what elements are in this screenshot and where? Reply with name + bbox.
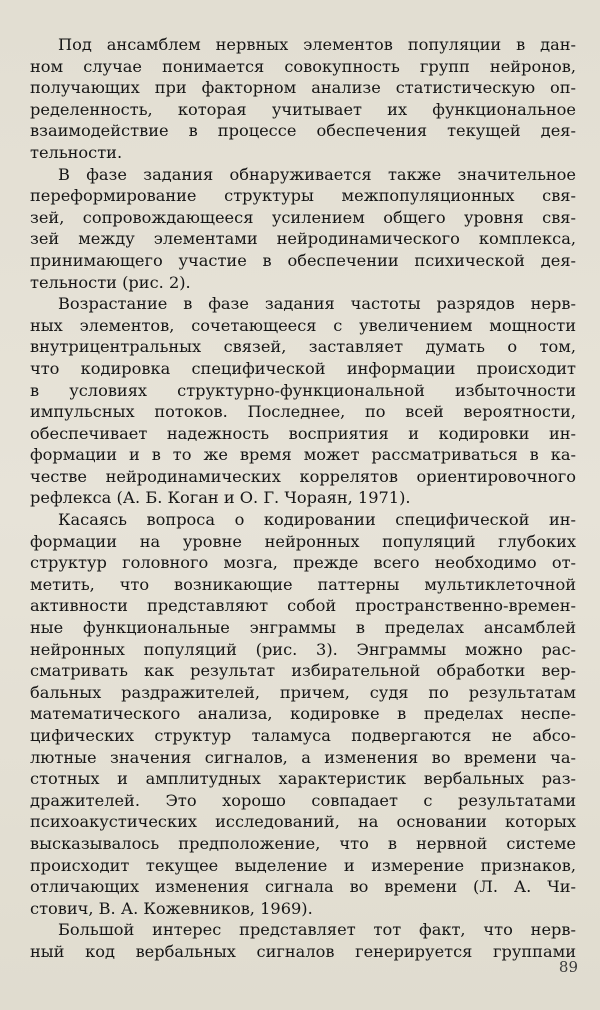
text-line: импульсных потоков. Последнее, по всей вероятности, <box>30 402 576 422</box>
text-line: переформирование структуры межпопуляционных свя- <box>30 186 576 206</box>
text-line: ные функциональные энграммы в пределах ансамблей <box>30 618 576 638</box>
text-line: рефлекса (А. Б. Коган и О. Г. Чораян, 1971). <box>30 488 411 508</box>
text-line: лютные значения сигналов, а изменения во времени ча- <box>30 747 576 767</box>
body-text <box>30 34 576 963</box>
text-line: Касаясь вопроса о кодировании специфической ин- <box>58 510 576 530</box>
text-line: тельности (рис. 2). <box>30 272 191 292</box>
text-line: тельности. <box>30 142 123 162</box>
text-line: зей между элементами нейродинамического комплекса, <box>30 229 576 249</box>
text-line: взаимодействие в процессе обеспечения текущей дея- <box>30 121 576 141</box>
text-line: зей, сопровождающееся усилением общего уровня свя- <box>30 207 576 227</box>
text-line: Под ансамблем нервных элементов популяции в дан- <box>58 35 576 54</box>
text-line: сматривать как результат избирательной обработки вер- <box>30 661 576 681</box>
text-line: активности представляют собой пространственно-времен- <box>30 596 576 616</box>
text-line: нейронных популяций (рис. 3). Энграммы можно рас- <box>30 639 576 659</box>
text-line: метить, что возникающие паттерны мультиклеточной <box>30 574 576 594</box>
text-line: получающих при факторном анализе статистическую оп- <box>30 78 576 98</box>
text-line: что кодировка специфической информации происходит <box>30 358 576 378</box>
text-line: ных элементов, сочетающееся с увеличением мощности <box>30 315 576 335</box>
text-line: высказывалось предположение, что в нервной системе <box>30 833 576 853</box>
text-line: стотных и амплитудных характеристик вербальных раз- <box>30 769 576 789</box>
text-line: формации и в то же время может рассматриваться в ка- <box>30 445 576 465</box>
text-line: В фазе задания обнаруживается также значительное <box>58 164 576 184</box>
text-line: внутрицентральных связей, заставляет думать о том, <box>30 337 576 357</box>
page-number: 89 <box>558 958 578 976</box>
text-line: психоакустических исследований, на основании которых <box>30 812 576 832</box>
text-line: цифических структур таламуса подвергаются не абсо- <box>30 726 576 745</box>
text-line: формации на уровне нейронных популяций глубоких <box>30 531 576 551</box>
text-line: математического анализа, кодировке в пределах неспе- <box>30 704 576 724</box>
text-line: Возрастание в фазе задания частоты разрядов нерв- <box>58 294 576 314</box>
text-line: бальных раздражителей, причем, судя по результатам <box>30 682 576 702</box>
text-line: в условиях структурно-функциональной избыточности <box>30 380 576 400</box>
paragraph <box>30 293 576 509</box>
paragraph <box>30 509 576 919</box>
text-line: ном случае понимается совокупность групп нейронов, <box>30 56 576 76</box>
text-line: Большой интерес представляет тот факт, что нерв- <box>58 920 576 940</box>
text-line: дражителей. Это хорошо совпадает с результатами <box>30 790 576 810</box>
paragraph <box>30 919 576 962</box>
text-line: структур головного мозга, прежде всего необходимо от- <box>30 553 576 573</box>
text-line: принимающего участие в обеспечении психической дея- <box>30 250 576 270</box>
text-line: обеспечивает надежность восприятия и кодировки ин- <box>30 423 576 443</box>
text-line: ределенность, которая учитывает их функциональное <box>30 99 576 119</box>
paragraph <box>30 34 576 164</box>
paragraph <box>30 164 576 294</box>
text-line: ный код вербальных сигналов генерируется группами <box>30 941 576 961</box>
text-line: происходит текущее выделение и измерение признаков, <box>30 855 576 875</box>
text-line: стович, В. А. Кожевников, 1969). <box>30 898 313 918</box>
text-line: отличающих изменения сигнала во времени (Л. А. Чи- <box>30 877 576 897</box>
text-line: честве нейродинамических коррелятов ориентировочного <box>30 466 576 486</box>
